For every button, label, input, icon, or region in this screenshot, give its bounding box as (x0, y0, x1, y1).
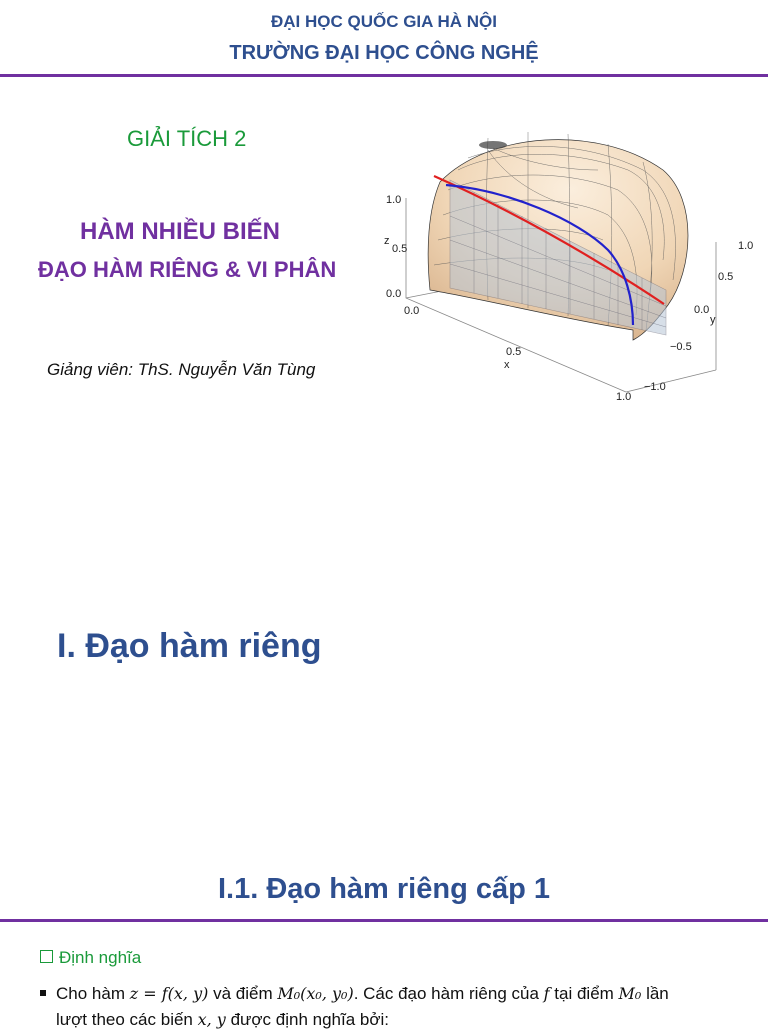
text-part: . Các đạo hàm riêng của (353, 984, 544, 1003)
course-title: GIẢI TÍCH 2 (127, 126, 247, 151)
text-part: lần (641, 984, 669, 1003)
y-tick-0: 0.0 (694, 304, 710, 316)
text-part: lượt theo các biến (56, 1010, 198, 1029)
surface-plot-figure (368, 130, 758, 410)
university-name: ĐẠI HỌC QUỐC GIA HÀ NỘI (270, 12, 498, 31)
y-tick-neg-1: −1.0 (644, 381, 666, 393)
school-name: TRƯỜNG ĐẠI HỌC CÔNG NGHỆ (229, 42, 539, 64)
math-f: f (543, 984, 550, 1003)
y-axis-label: y (710, 314, 716, 326)
math-function: z = f(x, y) (129, 984, 209, 1003)
lecturer-name: Giảng viên: ThS. Nguyễn Văn Tùng (47, 360, 316, 379)
z-tick-0-5: 0.5 (392, 243, 408, 255)
z-tick-1: 1.0 (386, 194, 402, 206)
z-tick-0: 0.0 (386, 288, 402, 300)
checkbox-icon (40, 950, 53, 963)
text-part: Cho hàm (56, 984, 130, 1003)
lecture-title: HÀM NHIỀU BIẾN (80, 218, 281, 245)
y-tick-0-5: 0.5 (718, 271, 734, 283)
text-part: tại điểm (549, 984, 619, 1003)
definition-text (40, 981, 740, 1033)
text-part: và điểm (208, 984, 278, 1003)
x-tick-0: 0.0 (404, 305, 420, 317)
math-point: M₀(x₀, y₀) (277, 984, 354, 1003)
definition-heading-label: Định nghĩa (59, 948, 142, 967)
lecture-subtitle: ĐẠO HÀM RIÊNG & VI PHÂN (38, 257, 337, 282)
section-heading: I. Đạo hàm riêng (57, 627, 322, 665)
x-axis-label: x (504, 359, 510, 371)
math-m0: M₀ (618, 984, 642, 1003)
x-tick-0-5: 0.5 (506, 346, 522, 358)
x-tick-1: 1.0 (616, 391, 632, 403)
math-vars: x, y (197, 1010, 226, 1029)
z-axis-label: z (384, 235, 390, 247)
header-divider (0, 74, 768, 77)
text-part: được định nghĩa bởi: (225, 1010, 390, 1029)
y-tick-1: 1.0 (738, 240, 754, 252)
y-tick-neg-0-5: −0.5 (670, 341, 692, 353)
bullet-icon (40, 990, 46, 996)
definition-heading (40, 948, 141, 968)
subsection-divider (0, 919, 768, 922)
subsection-heading: I.1. Đạo hàm riêng cấp 1 (218, 873, 550, 905)
